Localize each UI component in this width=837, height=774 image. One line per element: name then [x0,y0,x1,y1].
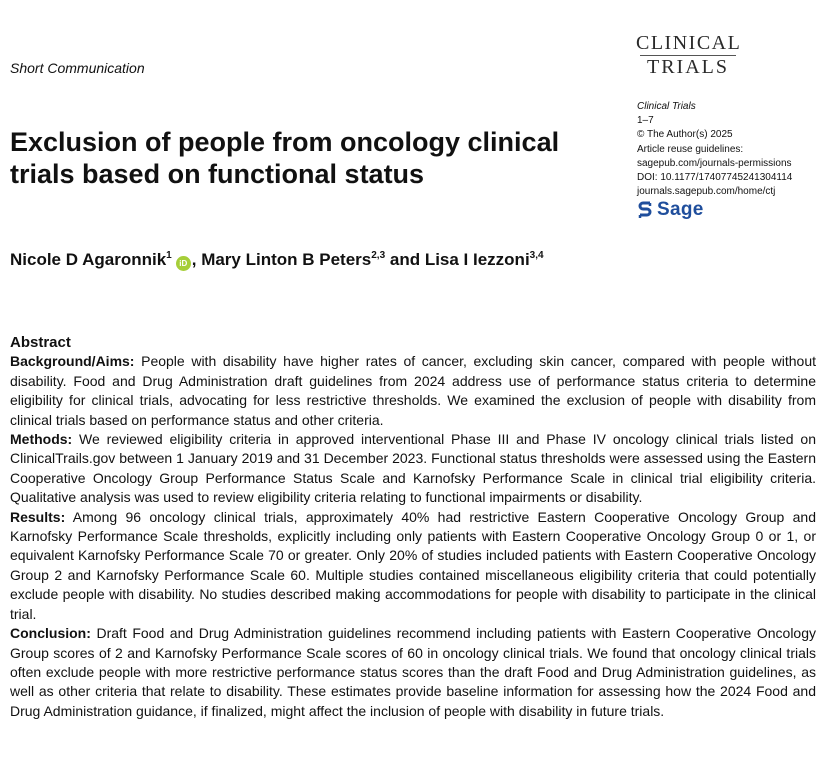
meta-journal-link[interactable]: journals.sagepub.com/home/ctj [637,186,776,198]
meta-copyright: © The Author(s) 2025 [637,129,733,141]
author-affiliation-marker: 2,3 [371,250,386,261]
orcid-icon[interactable]: iD [176,256,191,271]
abstract-section [10,352,816,430]
author-affiliation-marker: 3,4 [529,250,544,261]
journal-logo-line2: TRIALS [647,56,729,78]
meta-doi[interactable]: DOI: 10.1177/17407745241304114 [637,172,793,184]
abstract-section-label: Conclusion: [10,625,91,642]
abstract-section [10,430,816,508]
section-label: Short Communication [10,60,145,76]
meta-pages: 1–7 [637,115,654,127]
meta-reuse-link[interactable]: sagepub.com/journals-permissions [637,157,792,169]
abstract-section-text: Among 96 oncology clinical trials, approximately 40% had restrictive Eastern Cooperative Oncology Group and Karnofsky Performance Scale thresholds, explicitly including only patients with Eastern Cooperative Oncology Group 0 or 1, or equivalent Karnofsky Performance Scale 70 or greater. Only 20% of studies included patients with Eastern Cooperative Oncology Group 2 and Karnofsky Performance Scale 60. Multiple studies contained miscellaneous eligibility criteria that could potentially exclude people with disability. No studies described making accommodations for people with disability to participate in the clinical trial. [10,508,817,622]
abstract-section [10,624,816,721]
abstract-section-label: Results: [10,508,66,525]
publisher-name: Sage [657,199,704,220]
author-name: Nicole D Agaronnik [10,250,167,269]
abstract-body [10,352,816,721]
publisher-logo [637,199,704,221]
abstract-heading: Abstract [10,334,71,351]
abstract-section-text: People with disability have higher rates of cancer, excluding skin cancer, compared with people without disability. Food and Drug Administration draft guidelines from 2024 address use of performance status criteria to determine eligibility for clinical trials, advocating for less restrictive thresholds. We examined the exclusion of people with disability from clinical trials based on performance status and other criteria. [10,353,817,428]
article-meta [637,100,792,199]
author-list [10,250,544,271]
meta-reuse-label: Article reuse guidelines: [637,143,744,155]
meta-journal-name: Clinical Trials [637,101,696,112]
abstract-section-label: Methods: [10,431,73,448]
author-separator: and [385,250,425,269]
author-name: Mary Linton B Peters [201,250,372,269]
abstract [10,333,816,721]
journal-logo [636,32,740,77]
article-title: Exclusion of people from oncology clinical trials based on functional status [10,127,560,189]
author-separator: , [191,250,202,269]
abstract-section-text: Draft Food and Drug Administration guidelines recommend including patients with Eastern Cooperative Oncology Group scores of 2 and Karnofsky Performance Scale scores of 60 in oncology clinical trials. We found that oncology clinical trials often exclude people with more restrictive performance status scores than the draft Food and Drug Administration guidelines, as well as other criteria that relate to disability. These estimates provide baseline information for assessing how the 2024 Food and Drug Administration guidance, if finalized, might affect the inclusion of people with disability in future trials. [10,625,816,719]
abstract-section-label: Background/Aims: [10,353,135,370]
author-affiliation-marker: 1 [166,250,172,261]
abstract-section-text: We reviewed eligibility criteria in approved interventional Phase III and Phase IV oncology clinical trials listed on ClinicalTrails.gov between 1 January 2019 and 31 December 2023. Functional status thresholds were assessed using the Eastern Cooperative Oncology Group Performance Status Scale and Karnofsky Performance Scale in clinical trial eligibility criteria. Qualitative analysis was used to review eligibility criteria relating to functional impairments or disability. [10,431,816,506]
abstract-section [10,508,816,624]
journal-logo-line1: CLINICAL [636,32,742,54]
author-name: Lisa I Iezzoni [424,250,530,269]
sage-logo-icon [637,200,653,220]
